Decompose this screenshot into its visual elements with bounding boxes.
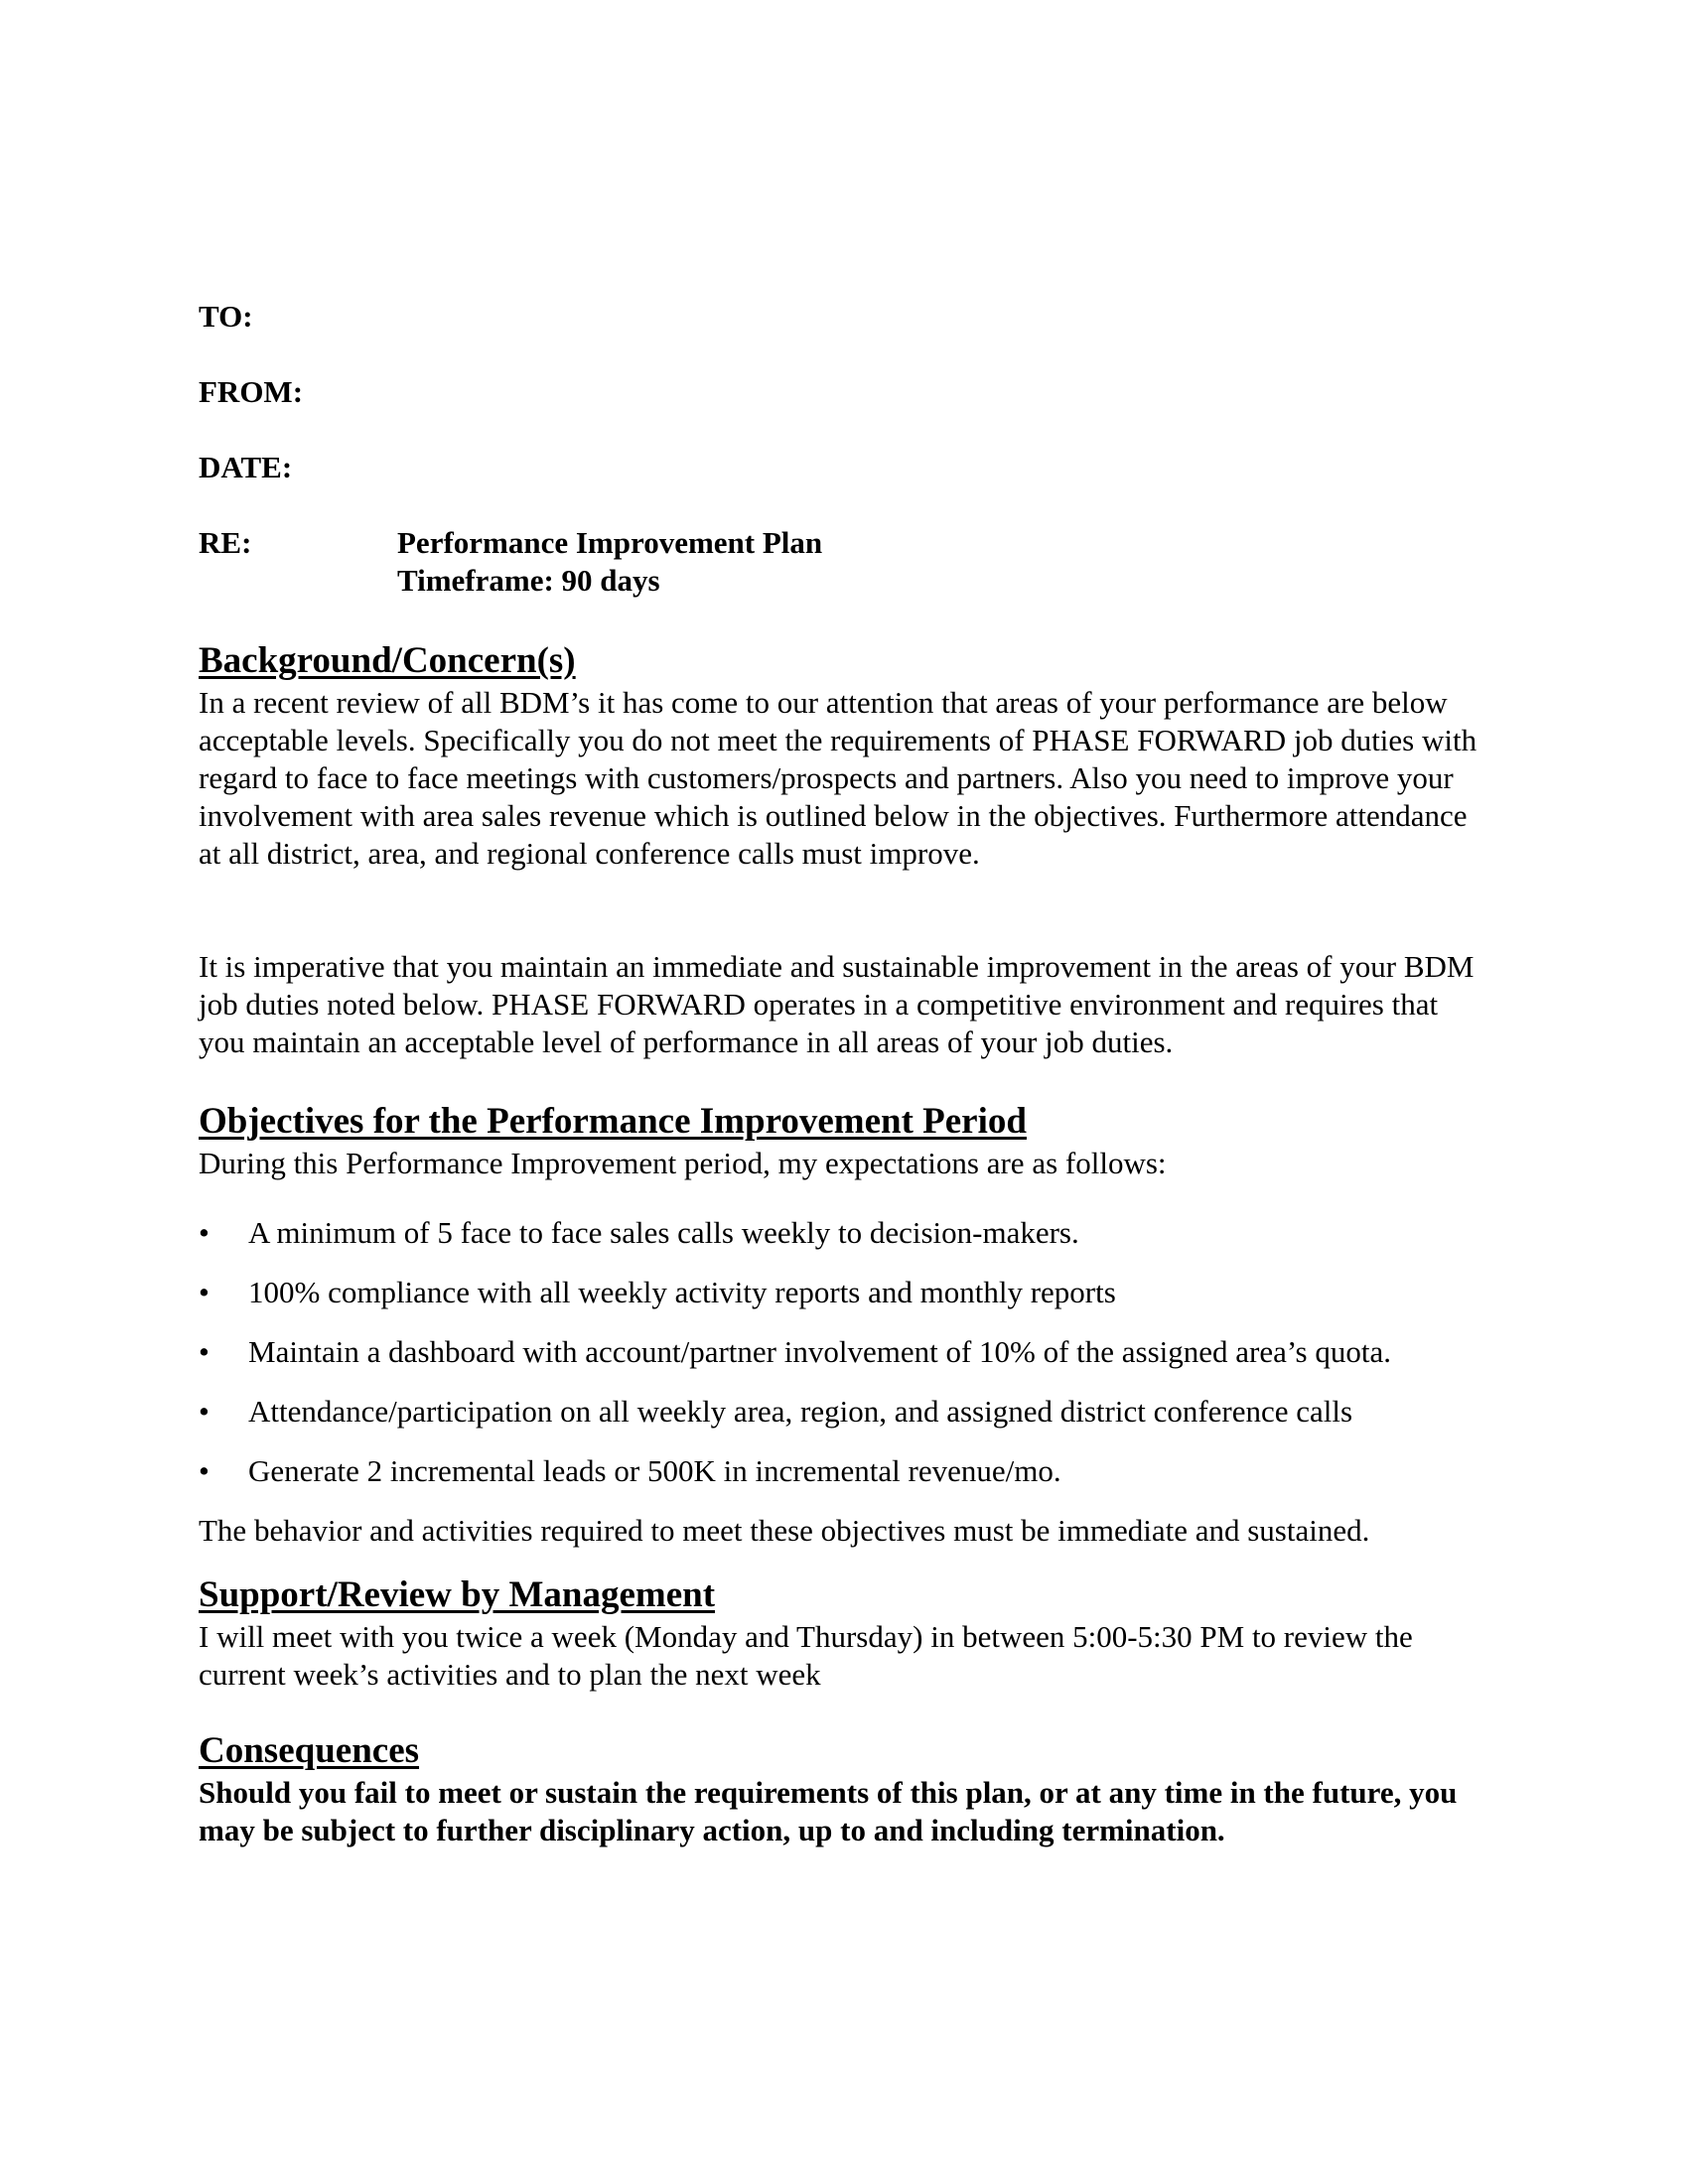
bullet-icon: •	[199, 1215, 210, 1250]
date-row	[199, 449, 397, 486]
bullet-icon: •	[199, 1453, 210, 1488]
date-label: DATE:	[199, 450, 293, 484]
re-subject	[397, 524, 822, 600]
objective-text: 100% compliance with all weekly activity reports and monthly reports	[248, 1275, 1116, 1309]
bullet-icon: •	[199, 1334, 210, 1369]
support-paragraph: I will meet with you twice a week (Monday and Thursday) in between 5:00-5:30 PM to review the current week’s activities and to plan the next week	[199, 1619, 1413, 1692]
re-label: RE:	[199, 525, 252, 560]
to-label: TO:	[199, 299, 253, 334]
objective-text: Generate 2 incremental leads or 500K in incremental revenue/mo.	[248, 1453, 1061, 1488]
from-row	[199, 373, 397, 411]
consequences-heading: Consequences	[199, 1730, 420, 1771]
list-item	[199, 1214, 1489, 1274]
list-item	[199, 1393, 1489, 1452]
re-subject-line: Performance Improvement Plan	[397, 525, 823, 560]
bullet-icon: •	[199, 1275, 210, 1309]
support-heading: Support/Review by Management	[199, 1574, 716, 1615]
objective-text: Attendance/participation on all weekly area, region, and assigned district conference calls	[248, 1394, 1353, 1429]
objectives-closing: The behavior and activities required to meet these objectives must be immediate and sustained.	[199, 1513, 1370, 1548]
background-heading: Background/Concern(s)	[199, 640, 576, 681]
background-paragraph-1: In a recent review of all BDM’s it has come to our attention that areas of your performance are below acceptable levels. Specifically you do not meet the requirements of PHASE FORWARD job duties with regard to face to face meetings with customers/prospects and partners. Also you need to improve your involvement with area sales revenue which is outlined below in the objectives. Furthermore attendance at all district, area, and regional conference calls must improve.	[199, 685, 1477, 871]
objective-text: Maintain a dashboard with account/partner involvement of 10% of the assigned area’s quota.	[248, 1334, 1391, 1369]
from-label: FROM:	[199, 374, 304, 409]
objective-text: A minimum of 5 face to face sales calls weekly to decision-makers.	[248, 1215, 1079, 1250]
objectives-list	[199, 1214, 1489, 1512]
consequences-paragraph: Should you fail to meet or sustain the requirements of this plan, or at any time in the future, you may be subject to further disciplinary action, up to and including termination.	[199, 1775, 1458, 1847]
list-item	[199, 1274, 1489, 1333]
objectives-intro: During this Performance Improvement period, my expectations are as follows:	[199, 1146, 1167, 1180]
objectives-heading: Objectives for the Performance Improvement Period	[199, 1101, 1027, 1142]
background-paragraph-2: It is imperative that you maintain an immediate and sustainable improvement in the areas of your BDM job duties noted below. PHASE FORWARD operates in a competitive environment and requires that you maintain an acceptable level of performance in all areas of your job duties.	[199, 949, 1475, 1059]
list-item	[199, 1333, 1489, 1393]
bullet-icon: •	[199, 1394, 210, 1429]
list-item	[199, 1452, 1489, 1512]
to-row	[199, 298, 397, 336]
re-timeframe-line: Timeframe: 90 days	[397, 563, 660, 598]
